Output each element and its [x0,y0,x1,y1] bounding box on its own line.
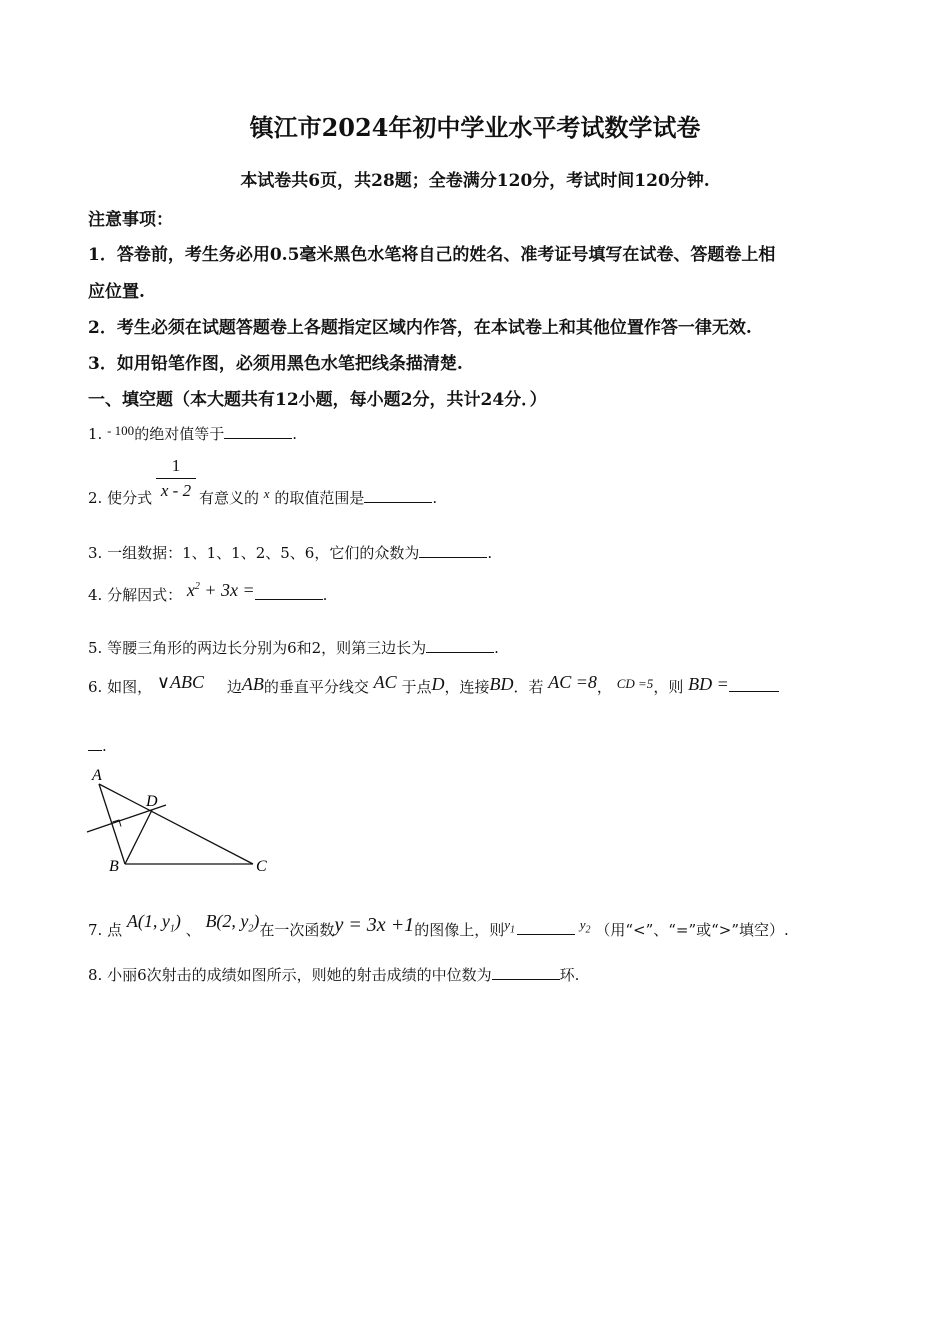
q1-text: 的绝对值等于 [134,425,225,443]
question-7: 7. 点 A(1, $y_1$) 、 B(2, $y_2$)在一次函数y = 3x +1的图像上，则$y_1$ $y_2$ （用“<”、“=”或“>”填空）. [88,911,789,939]
question-1: 1. - 100的绝对值等于 . [88,423,297,443]
fraction-bar [156,478,196,479]
label-b: B [109,858,119,875]
q2-text: 2. 使分式 [88,489,153,507]
question-3: 3. 一组数据：1、1、1、2、5、6，它们的众数为 . [88,544,493,562]
label-a: A [92,767,102,784]
triangle-figure [80,760,280,878]
note-item-1-line-1: 1．答卷前，考生务必用0.5毫米黑色水笔将自己的姓名、准考证号填写在试卷、答题卷上相 [88,245,776,265]
label-c: C [256,858,267,875]
question-2 [88,487,152,508]
q1-expression: - 100 [107,423,135,438]
notes-heading: 注意事项： [88,210,173,230]
question-5: 5. 等腰三角形的两边长分别为6和2，则第三边长为 . [88,639,499,657]
q6-answer-blank-cont[interactable] [88,736,102,751]
q2-answer-blank[interactable] [364,488,432,503]
q4-expression: $x^2 + 3x$ = [186,580,255,600]
q8-answer-blank[interactable] [492,965,560,980]
q3-answer-blank[interactable] [419,543,487,558]
page-title: 镇江市2024年初中学业水平考试数学试卷 [249,113,701,142]
q5-answer-blank[interactable] [426,638,494,653]
q7-y1: $y_1$ [504,917,515,936]
segment-ac [99,784,253,864]
q4-answer-blank[interactable] [255,585,323,600]
note-item-3: 3．如用铅笔作图，必须用黑色水笔把线条描清楚. [88,354,463,374]
q7-point-b: B(2, $y_2$) [205,911,260,935]
q7-answer-blank[interactable] [517,920,575,935]
q6-answer-blank[interactable] [729,677,779,692]
q2-numerator: 1 [171,456,181,475]
exam-subtitle: 本试卷共6页，共28题；全卷满分120分，考试时间120分钟. [240,171,710,191]
note-item-1-line-2: 应位置. [88,282,145,302]
q2-variable: x [263,486,270,501]
q7-point-a: A(1, $y_1$) [126,911,181,935]
q7-function: y = 3x +1 [334,914,415,936]
q2-fraction [156,456,196,501]
q2-denominator: x - 2 [160,481,192,500]
question-8: 8. 小丽6次射击的成绩如图所示，则她的射击成绩的中位数为 环. [88,966,580,984]
question-4: 4. 分解因式： $x^2 + 3x$ = . [88,580,328,604]
q6-given-cd: CD =5 [616,676,654,691]
q7-y2: $y_2$ [579,917,591,936]
question-6: 6. 如图， ∨ABC 边AB的垂直平分线交 AC 于点D，连接BD．若 AC =8， CD =5，则 BD = [88,676,779,697]
label-d: D [146,793,158,810]
q6-triangle: ∨ABC [156,672,205,692]
question-6-continuation: . [88,736,107,755]
q1-number: 1. [88,425,103,443]
note-item-2: 2．考生必须在试题答题卷上各题指定区域内作答，在本试卷上和其他位置作答一律无效. [88,318,752,338]
q6-given-ac: AC =8 [548,672,597,692]
question-2-rest: 有意义的 x 的取值范围是 . [199,486,438,507]
section-heading: 一、填空题（本大题共有12小题，每小题2分，共计24分．） [88,390,547,410]
q1-answer-blank[interactable] [224,424,292,439]
